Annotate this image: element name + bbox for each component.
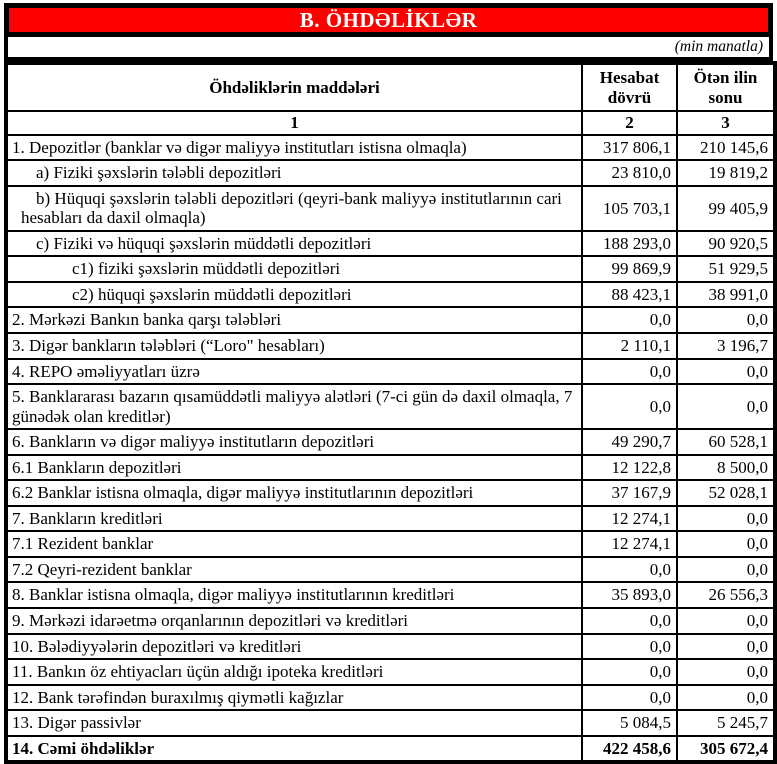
header-items: Öhdəliklərin maddələri [6, 63, 582, 111]
row-label: c1) fiziki şəxslərin müddətli depozitləri [6, 256, 582, 282]
row-value-end-of-last-year: 8 500,0 [677, 455, 775, 481]
row-value-reporting-period: 2 110,1 [582, 333, 677, 359]
row-value-reporting-period: 49 290,7 [582, 429, 677, 455]
row-value-reporting-period: 35 893,0 [582, 582, 677, 608]
row-value-reporting-period: 317 806,1 [582, 135, 677, 161]
row-value-reporting-period: 0,0 [582, 307, 677, 333]
table-row [6, 531, 775, 557]
row-label: 6. Bankların və digər maliyyə institutların depozitləri [6, 429, 582, 455]
table-row [6, 659, 775, 685]
row-value-reporting-period: 0,0 [582, 359, 677, 385]
row-value-reporting-period: 0,0 [582, 608, 677, 634]
row-label: 1. Depozitlər (banklar və digər maliyyə institutları istisna olmaqla) [6, 135, 582, 161]
row-value-end-of-last-year: 52 028,1 [677, 480, 775, 506]
row-value-end-of-last-year: 26 556,3 [677, 582, 775, 608]
column-number-row [6, 111, 775, 135]
row-value-end-of-last-year: 0,0 [677, 659, 775, 685]
table-row [6, 359, 775, 385]
row-value-end-of-last-year: 5 245,7 [677, 710, 775, 736]
table-row [6, 710, 775, 736]
column-number-2: 2 [582, 111, 677, 135]
unit-note-bar [4, 37, 773, 61]
row-label: 14. Cəmi öhdəliklər [6, 736, 582, 763]
row-value-reporting-period: 0,0 [582, 634, 677, 660]
unit-note: (min manatla) [674, 38, 763, 55]
row-value-end-of-last-year: 60 528,1 [677, 429, 775, 455]
row-value-end-of-last-year: 0,0 [677, 685, 775, 711]
table-row [6, 160, 775, 186]
row-value-end-of-last-year: 99 405,9 [677, 186, 775, 231]
row-value-reporting-period: 422 458,6 [582, 736, 677, 763]
row-value-reporting-period: 12 274,1 [582, 506, 677, 532]
row-value-reporting-period: 0,0 [582, 557, 677, 583]
row-value-reporting-period: 23 810,0 [582, 160, 677, 186]
table-row [6, 634, 775, 660]
row-label: 8. Banklar istisna olmaqla, digər maliyyə institutlarının kreditləri [6, 582, 582, 608]
section-title-bar [4, 3, 773, 37]
row-label: 13. Digər passivlər [6, 710, 582, 736]
table-row [6, 480, 775, 506]
row-label: 5. Banklararası bazarın qısamüddətli maliyyə alətləri (7-ci gün də daxil olmaqla, 7 günədək olan kreditlər) [6, 384, 582, 429]
row-value-end-of-last-year: 51 929,5 [677, 256, 775, 282]
row-label: 4. REPO əməliyyatları üzrə [6, 359, 582, 385]
row-label: 7.2 Qeyri-rezident banklar [6, 557, 582, 583]
row-value-reporting-period: 5 084,5 [582, 710, 677, 736]
column-number-1: 1 [6, 111, 582, 135]
row-value-end-of-last-year: 90 920,5 [677, 231, 775, 257]
row-value-reporting-period: 105 703,1 [582, 186, 677, 231]
column-number-3: 3 [677, 111, 775, 135]
row-value-end-of-last-year: 210 145,6 [677, 135, 775, 161]
row-label: 7.1 Rezident banklar [6, 531, 582, 557]
row-value-end-of-last-year: 3 196,7 [677, 333, 775, 359]
row-label: 11. Bankın öz ehtiyacları üçün aldığı ipoteka kreditləri [6, 659, 582, 685]
table-row [6, 557, 775, 583]
row-label: 9. Mərkəzi idarəetmə orqanlarının depozitləri və kreditləri [6, 608, 582, 634]
row-value-end-of-last-year: 0,0 [677, 359, 775, 385]
row-value-reporting-period: 0,0 [582, 685, 677, 711]
table-row [6, 608, 775, 634]
table-row [6, 455, 775, 481]
header-row [6, 63, 775, 111]
row-label: 10. Bələdiyyələrin depozitləri və kreditləri [6, 634, 582, 660]
table-row [6, 736, 775, 763]
row-value-end-of-last-year: 305 672,4 [677, 736, 775, 763]
table-body [6, 135, 775, 763]
section-title: B. ÖHDƏLİKLƏR [299, 7, 478, 32]
row-value-reporting-period: 0,0 [582, 384, 677, 429]
row-value-end-of-last-year: 0,0 [677, 307, 775, 333]
row-label: a) Fiziki şəxslərin tələbli depozitləri [6, 160, 582, 186]
row-label: 7. Bankların kreditləri [6, 506, 582, 532]
table-row [6, 685, 775, 711]
row-label: 6.1 Bankların depozitləri [6, 455, 582, 481]
table-row [6, 429, 775, 455]
row-label: 2. Mərkəzi Bankın banka qarşı tələbləri [6, 307, 582, 333]
table-row [6, 282, 775, 308]
header-reporting-period: Hesabat dövrü [582, 63, 677, 111]
table-row [6, 506, 775, 532]
row-value-reporting-period: 188 293,0 [582, 231, 677, 257]
row-label: c2) hüquqi şəxslərin müddətli depozitləri [6, 282, 582, 308]
row-value-end-of-last-year: 0,0 [677, 384, 775, 429]
row-value-reporting-period: 37 167,9 [582, 480, 677, 506]
row-value-end-of-last-year: 38 991,0 [677, 282, 775, 308]
row-value-end-of-last-year: 0,0 [677, 506, 775, 532]
table-row [6, 333, 775, 359]
row-value-reporting-period: 88 423,1 [582, 282, 677, 308]
row-value-reporting-period: 12 122,8 [582, 455, 677, 481]
row-value-end-of-last-year: 0,0 [677, 608, 775, 634]
row-label: 12. Bank tərəfindən buraxılmış qiymətli kağızlar [6, 685, 582, 711]
table-row [6, 231, 775, 257]
row-label: b) Hüquqi şəxslərin tələbli depozitləri (qeyri-bank maliyyə institutlarının cari hesabları da daxil olmaqla) [6, 186, 582, 231]
liabilities-table [4, 61, 777, 764]
row-label: c) Fiziki və hüquqi şəxslərin müddətli depozitləri [6, 231, 582, 257]
row-value-end-of-last-year: 0,0 [677, 557, 775, 583]
row-value-reporting-period: 99 869,9 [582, 256, 677, 282]
table-row [6, 256, 775, 282]
row-label: 3. Digər bankların tələbləri (“Loro" hesabları) [6, 333, 582, 359]
row-value-reporting-period: 12 274,1 [582, 531, 677, 557]
table-row [6, 582, 775, 608]
row-value-reporting-period: 0,0 [582, 659, 677, 685]
header-end-of-last-year: Ötən ilin sonu [677, 63, 775, 111]
row-label: 6.2 Banklar istisna olmaqla, digər maliyyə institutlarının depozitləri [6, 480, 582, 506]
table-row [6, 186, 775, 231]
table-row [6, 384, 775, 429]
row-value-end-of-last-year: 19 819,2 [677, 160, 775, 186]
liabilities-sheet [4, 3, 773, 764]
table-row [6, 307, 775, 333]
table-row [6, 135, 775, 161]
row-value-end-of-last-year: 0,0 [677, 531, 775, 557]
row-value-end-of-last-year: 0,0 [677, 634, 775, 660]
